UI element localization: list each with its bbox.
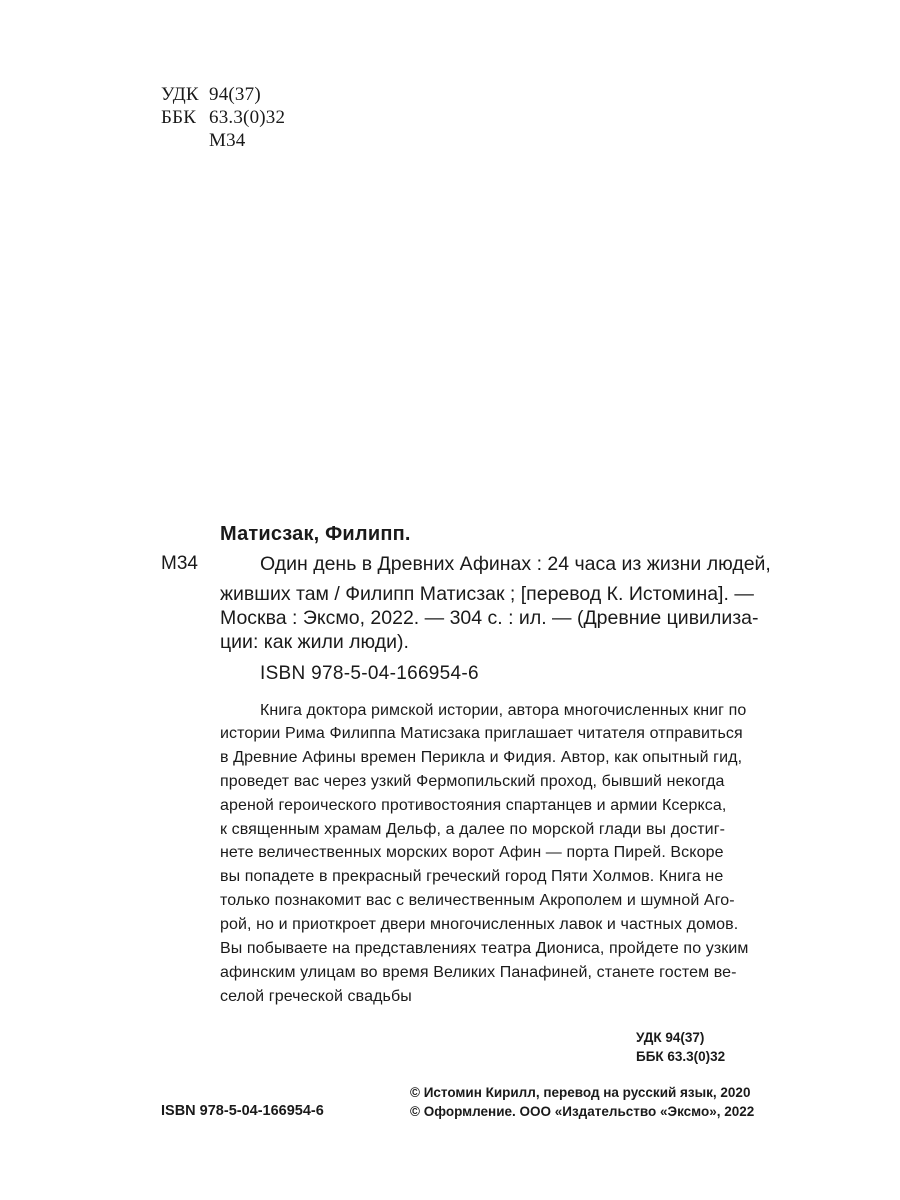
- annotation-line: рой, но и приоткроет двери многочисленных лавок и частных домов.: [220, 916, 739, 933]
- annotation-line: проведет вас через узкий Фермопильский проход, бывший некогда: [220, 773, 725, 790]
- annotation-line: истории Рима Филиппа Матисзака приглашает читателя отправиться: [220, 725, 743, 742]
- copyright-translation: © Истомин Кирилл, перевод на русский язык, 2020: [410, 1085, 751, 1100]
- udk-label: УДК: [161, 84, 199, 105]
- bbk-line: [161, 106, 285, 129]
- author-name: Матисзак, Филипп.: [220, 523, 411, 545]
- annotation-line: ареной героического противостояния спартанцев и армии Ксеркса,: [220, 797, 727, 814]
- annotation-line: к священным храмам Дельф, а далее по морской глади вы достиг-: [220, 821, 726, 838]
- author-mark-top-line: [161, 129, 285, 152]
- isbn-main: ISBN 978-5-04-166954-6: [260, 663, 479, 684]
- bbk-label: ББК: [161, 107, 197, 128]
- udk-line: [161, 83, 285, 106]
- record-line: ции: как жили люди).: [220, 631, 409, 653]
- author-mark: М34: [161, 553, 198, 574]
- classification-block: [161, 83, 285, 152]
- bottom-udk: УДК 94(37): [636, 1030, 705, 1045]
- annotation-line: нете величественных морских ворот Афин — порта Пирей. Вскоре: [220, 844, 724, 861]
- annotation-line: Книга доктора римской истории, автора многочисленных книг по: [260, 702, 747, 719]
- isbn-bottom: ISBN 978-5-04-166954-6: [161, 1103, 324, 1119]
- author-mark-top: М34: [209, 130, 246, 151]
- bottom-classification: [636, 1028, 725, 1066]
- udk-value: 94(37): [209, 84, 261, 105]
- annotation-line: афинским улицам во время Великих Панафиней, станете гостем ве-: [220, 964, 737, 981]
- bbk-value: 63.3(0)32: [209, 107, 286, 128]
- annotation-line: в Древние Афины времен Перикла и Фидия. Автор, как опытный гид,: [220, 749, 743, 766]
- annotation-line: только познакомит вас с величественным Акрополем и шумной Аго-: [220, 892, 735, 909]
- annotation-line: вы попадете в прекрасный греческий город Пяти Холмов. Книга не: [220, 868, 724, 885]
- annotation-line: селой греческой свадьбы: [220, 988, 412, 1005]
- bottom-bbk: ББК 63.3(0)32: [636, 1049, 726, 1064]
- record-line: живших там / Филипп Матисзак ; [перевод К. Истомина]. —: [220, 583, 754, 605]
- record-line: Москва : Эксмо, 2022. — 304 с. : ил. — (Древние цивилиза-: [220, 607, 759, 629]
- annotation-line: Вы побываете на представлениях театра Диониса, пройдете по узким: [220, 940, 749, 957]
- record-line: Один день в Древних Афинах : 24 часа из жизни людей,: [260, 553, 771, 575]
- copyright-design: © Оформление. ООО «Издательство «Эксмо», 2022: [410, 1104, 755, 1119]
